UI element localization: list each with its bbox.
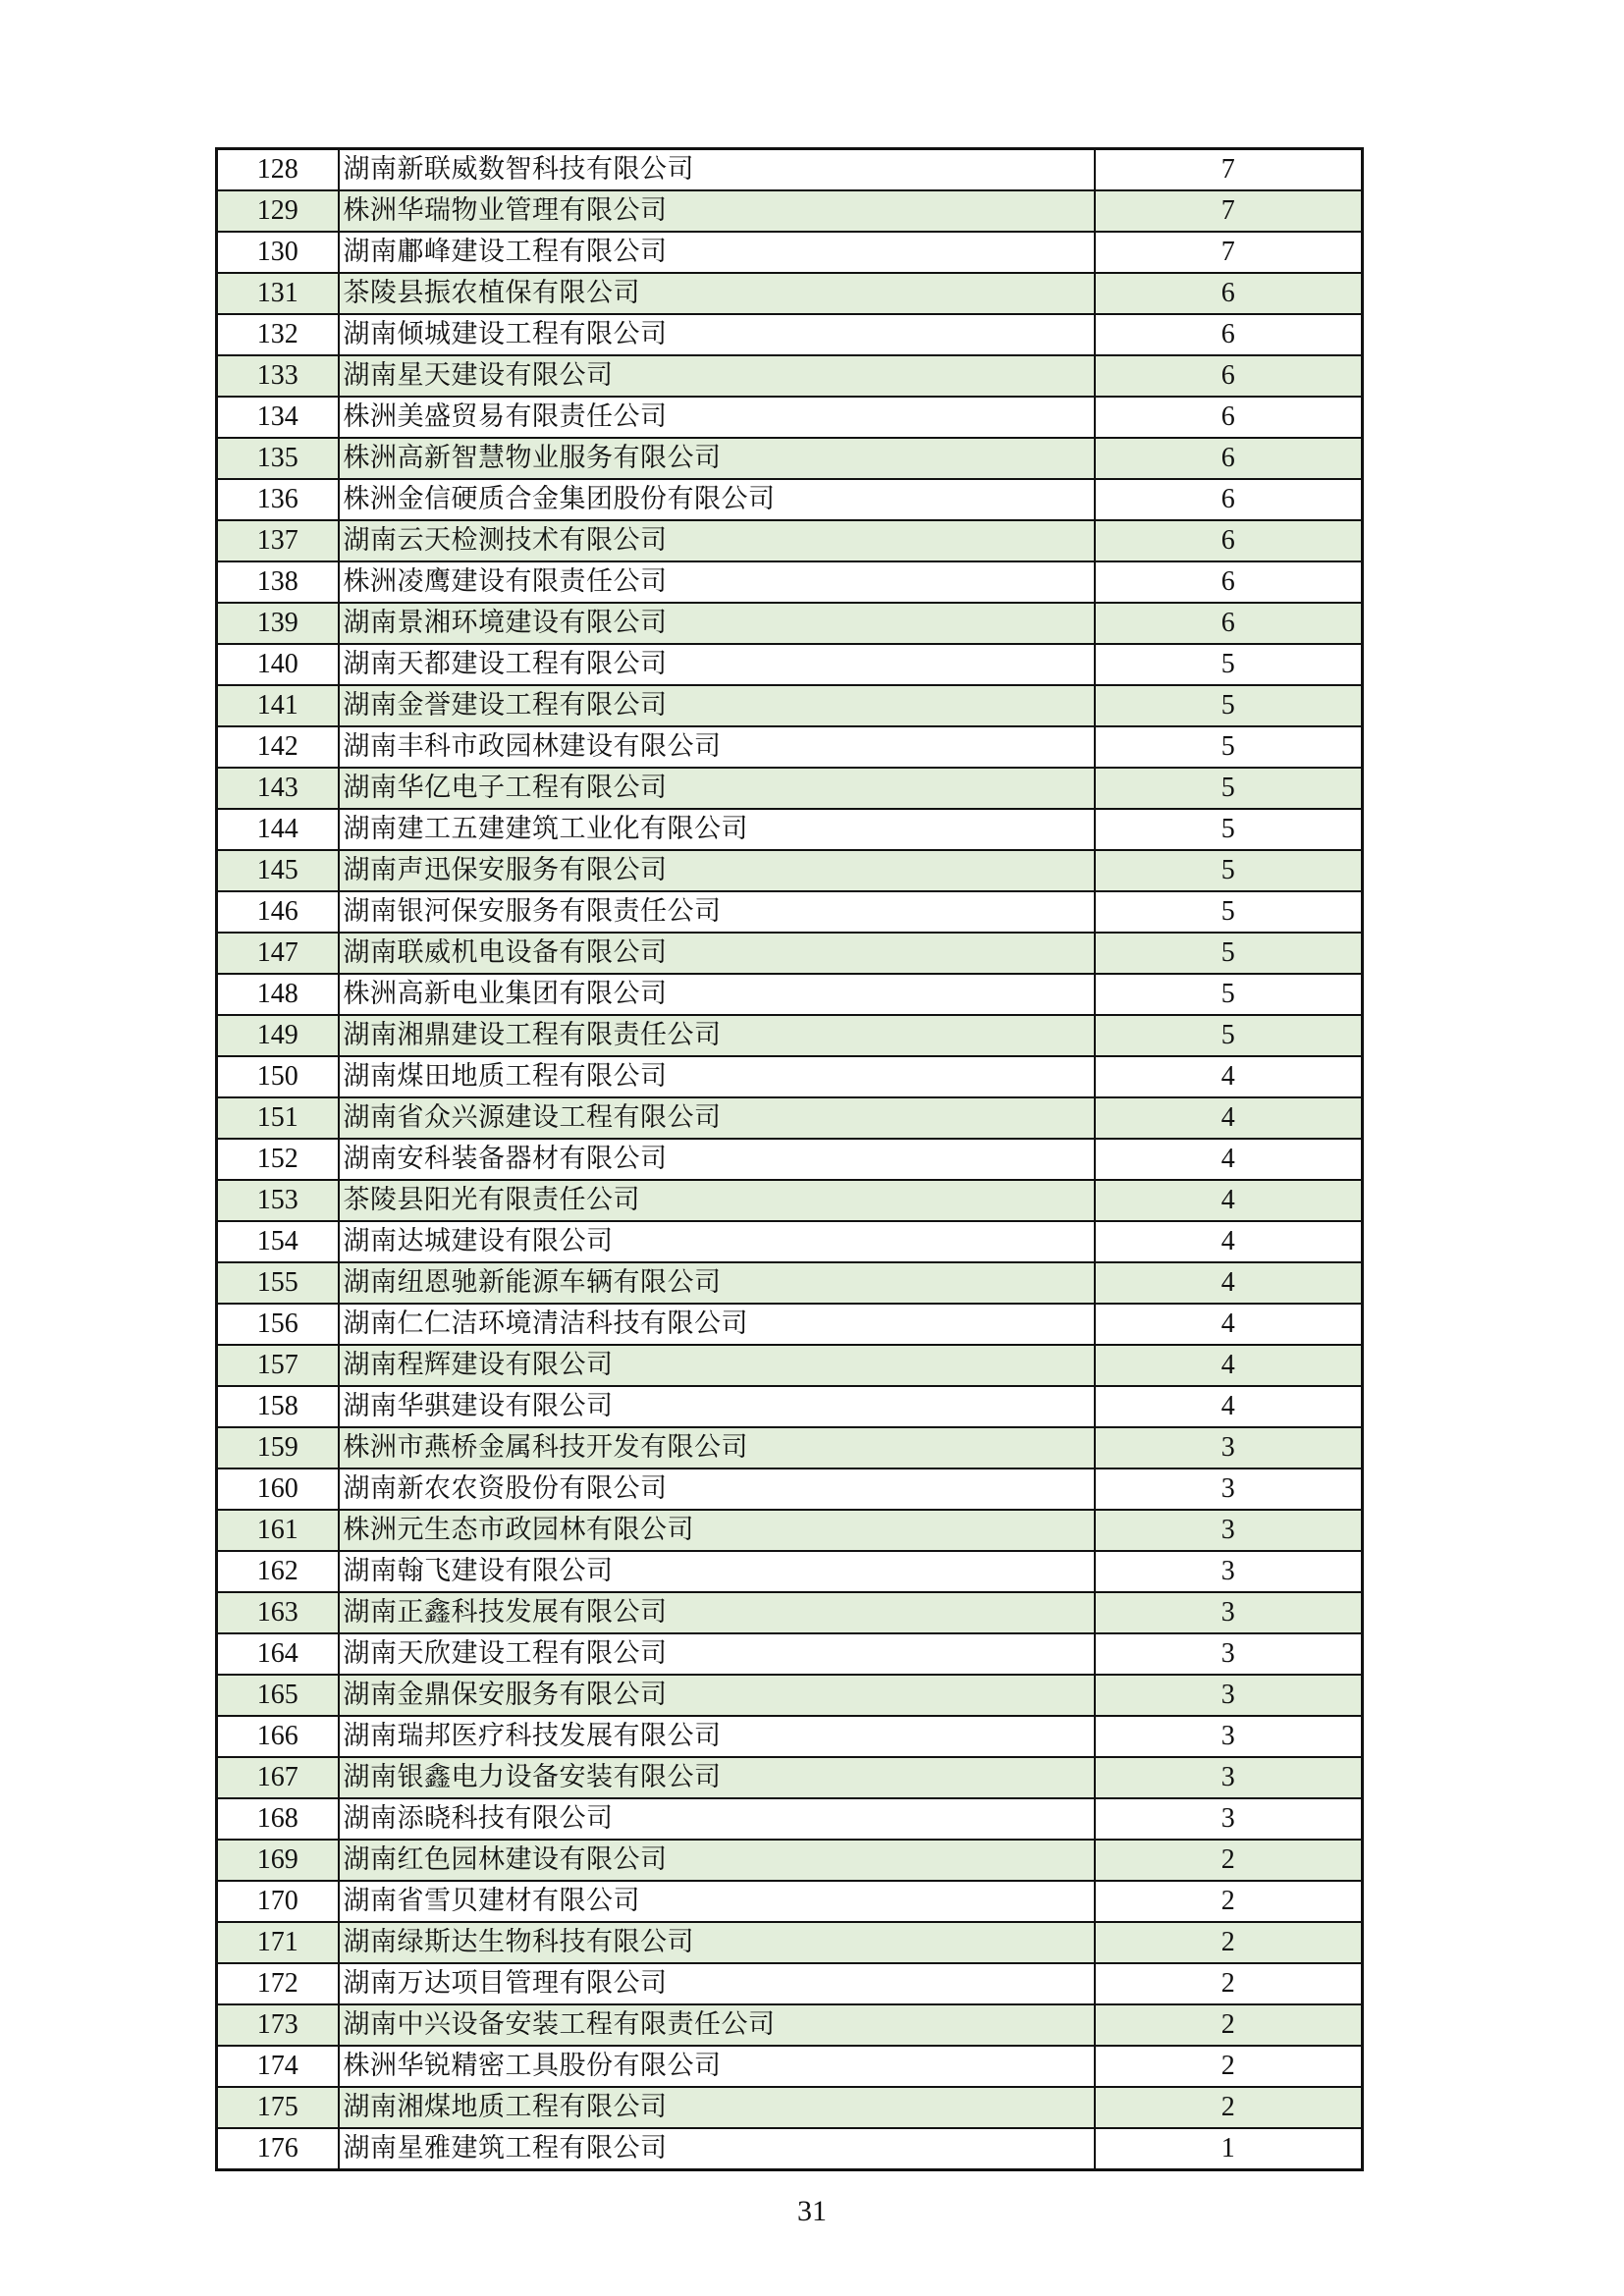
company-name-cell: 湖南瑞邦医疗科技发展有限公司 (339, 1716, 1095, 1757)
company-name-cell: 湖南省雪贝建材有限公司 (339, 1881, 1095, 1922)
table-row (217, 644, 1363, 685)
table-row (217, 850, 1363, 891)
table-row (217, 1180, 1363, 1221)
table-row (217, 1840, 1363, 1881)
count-cell: 3 (1095, 1675, 1363, 1716)
company-name-cell: 湖南华骐建设有限公司 (339, 1386, 1095, 1427)
table-row (217, 2087, 1363, 2128)
table-row (217, 726, 1363, 768)
count-cell: 1 (1095, 2128, 1363, 2170)
row-number-cell: 143 (217, 768, 339, 809)
row-number-cell: 172 (217, 1963, 339, 2004)
table-row (217, 314, 1363, 355)
company-name-cell: 湖南纽恩驰新能源车辆有限公司 (339, 1262, 1095, 1304)
table-row (217, 1056, 1363, 1097)
company-name-cell: 湖南丰科市政园林建设有限公司 (339, 726, 1095, 768)
company-name-cell: 茶陵县阳光有限责任公司 (339, 1180, 1095, 1221)
row-number-cell: 150 (217, 1056, 339, 1097)
count-cell: 5 (1095, 933, 1363, 974)
table-row (217, 1386, 1363, 1427)
count-cell: 2 (1095, 1963, 1363, 2004)
count-cell: 5 (1095, 974, 1363, 1015)
row-number-cell: 139 (217, 603, 339, 644)
count-cell: 2 (1095, 2046, 1363, 2087)
company-name-cell: 株洲华锐精密工具股份有限公司 (339, 2046, 1095, 2087)
company-name-cell: 湖南天都建设工程有限公司 (339, 644, 1095, 685)
row-number-cell: 156 (217, 1304, 339, 1345)
row-number-cell: 161 (217, 1510, 339, 1551)
table-row (217, 2128, 1363, 2170)
row-number-cell: 157 (217, 1345, 339, 1386)
row-number-cell: 176 (217, 2128, 339, 2170)
row-number-cell: 131 (217, 273, 339, 314)
ranking-table (215, 147, 1364, 2171)
count-cell: 6 (1095, 397, 1363, 438)
row-number-cell: 170 (217, 1881, 339, 1922)
table-row (217, 933, 1363, 974)
table-row (217, 1262, 1363, 1304)
row-number-cell: 151 (217, 1097, 339, 1139)
count-cell: 5 (1095, 768, 1363, 809)
row-number-cell: 167 (217, 1757, 339, 1798)
count-cell: 3 (1095, 1798, 1363, 1840)
count-cell: 4 (1095, 1221, 1363, 1262)
company-name-cell: 湖南煤田地质工程有限公司 (339, 1056, 1095, 1097)
row-number-cell: 149 (217, 1015, 339, 1056)
count-cell: 2 (1095, 2004, 1363, 2046)
count-cell: 7 (1095, 232, 1363, 273)
row-number-cell: 166 (217, 1716, 339, 1757)
count-cell: 3 (1095, 1592, 1363, 1633)
count-cell: 6 (1095, 479, 1363, 520)
row-number-cell: 128 (217, 149, 339, 191)
company-name-cell: 湖南银鑫电力设备安装有限公司 (339, 1757, 1095, 1798)
row-number-cell: 169 (217, 1840, 339, 1881)
row-number-cell: 140 (217, 644, 339, 685)
row-number-cell: 135 (217, 438, 339, 479)
row-number-cell: 163 (217, 1592, 339, 1633)
count-cell: 4 (1095, 1304, 1363, 1345)
row-number-cell: 155 (217, 1262, 339, 1304)
count-cell: 4 (1095, 1345, 1363, 1386)
table-row (217, 891, 1363, 933)
company-name-cell: 株洲高新智慧物业服务有限公司 (339, 438, 1095, 479)
count-cell: 5 (1095, 809, 1363, 850)
company-name-cell: 湖南天欣建设工程有限公司 (339, 1633, 1095, 1675)
count-cell: 4 (1095, 1139, 1363, 1180)
table-row (217, 397, 1363, 438)
company-name-cell: 茶陵县振农植保有限公司 (339, 273, 1095, 314)
company-name-cell: 株洲美盛贸易有限责任公司 (339, 397, 1095, 438)
row-number-cell: 152 (217, 1139, 339, 1180)
table-row (217, 273, 1363, 314)
table-row (217, 1633, 1363, 1675)
company-name-cell: 湖南省众兴源建设工程有限公司 (339, 1097, 1095, 1139)
company-name-cell: 湖南正鑫科技发展有限公司 (339, 1592, 1095, 1633)
table-row (217, 1798, 1363, 1840)
row-number-cell: 141 (217, 685, 339, 726)
company-name-cell: 湖南建工五建建筑工业化有限公司 (339, 809, 1095, 850)
row-number-cell: 165 (217, 1675, 339, 1716)
count-cell: 6 (1095, 520, 1363, 561)
table-row (217, 232, 1363, 273)
company-name-cell: 湖南湘煤地质工程有限公司 (339, 2087, 1095, 2128)
count-cell: 5 (1095, 891, 1363, 933)
table-row (217, 603, 1363, 644)
count-cell: 2 (1095, 1881, 1363, 1922)
ranking-table-container (215, 147, 1361, 2171)
table-row (217, 149, 1363, 191)
count-cell: 5 (1095, 1015, 1363, 1056)
company-name-cell: 湖南鄘峰建设工程有限公司 (339, 232, 1095, 273)
row-number-cell: 162 (217, 1551, 339, 1592)
table-row (217, 1881, 1363, 1922)
count-cell: 7 (1095, 149, 1363, 191)
company-name-cell: 湖南倾城建设工程有限公司 (339, 314, 1095, 355)
company-name-cell: 湖南翰飞建设有限公司 (339, 1551, 1095, 1592)
count-cell: 2 (1095, 2087, 1363, 2128)
company-name-cell: 株洲金信硬质合金集团股份有限公司 (339, 479, 1095, 520)
table-row (217, 1468, 1363, 1510)
company-name-cell: 湖南新农农资股份有限公司 (339, 1468, 1095, 1510)
table-row (217, 1922, 1363, 1963)
count-cell: 3 (1095, 1510, 1363, 1551)
table-row (217, 2046, 1363, 2087)
count-cell: 6 (1095, 273, 1363, 314)
row-number-cell: 136 (217, 479, 339, 520)
count-cell: 3 (1095, 1468, 1363, 1510)
table-row (217, 1345, 1363, 1386)
table-row (217, 1427, 1363, 1468)
company-name-cell: 株洲华瑞物业管理有限公司 (339, 190, 1095, 232)
table-row (217, 685, 1363, 726)
row-number-cell: 137 (217, 520, 339, 561)
row-number-cell: 133 (217, 355, 339, 397)
count-cell: 5 (1095, 644, 1363, 685)
company-name-cell: 湖南华亿电子工程有限公司 (339, 768, 1095, 809)
row-number-cell: 144 (217, 809, 339, 850)
table-row (217, 355, 1363, 397)
company-name-cell: 湖南新联威数智科技有限公司 (339, 149, 1095, 191)
table-row (217, 809, 1363, 850)
count-cell: 3 (1095, 1716, 1363, 1757)
row-number-cell: 145 (217, 850, 339, 891)
count-cell: 3 (1095, 1757, 1363, 1798)
count-cell: 5 (1095, 685, 1363, 726)
table-row (217, 974, 1363, 1015)
row-number-cell: 142 (217, 726, 339, 768)
table-row (217, 438, 1363, 479)
company-name-cell: 湖南银河保安服务有限责任公司 (339, 891, 1095, 933)
table-row (217, 561, 1363, 603)
table-row (217, 1304, 1363, 1345)
company-name-cell: 湖南景湘环境建设有限公司 (339, 603, 1095, 644)
company-name-cell: 株洲凌鹰建设有限责任公司 (339, 561, 1095, 603)
count-cell: 5 (1095, 726, 1363, 768)
row-number-cell: 174 (217, 2046, 339, 2087)
company-name-cell: 湖南添晓科技有限公司 (339, 1798, 1095, 1840)
company-name-cell: 湖南湘鼎建设工程有限责任公司 (339, 1015, 1095, 1056)
company-name-cell: 湖南星雅建筑工程有限公司 (339, 2128, 1095, 2170)
count-cell: 6 (1095, 561, 1363, 603)
company-name-cell: 湖南星天建设有限公司 (339, 355, 1095, 397)
company-name-cell: 湖南云天检测技术有限公司 (339, 520, 1095, 561)
table-row (217, 1675, 1363, 1716)
row-number-cell: 138 (217, 561, 339, 603)
table-row (217, 1963, 1363, 2004)
count-cell: 3 (1095, 1551, 1363, 1592)
count-cell: 4 (1095, 1262, 1363, 1304)
row-number-cell: 171 (217, 1922, 339, 1963)
company-name-cell: 湖南程辉建设有限公司 (339, 1345, 1095, 1386)
row-number-cell: 175 (217, 2087, 339, 2128)
company-name-cell: 湖南红色园林建设有限公司 (339, 1840, 1095, 1881)
row-number-cell: 173 (217, 2004, 339, 2046)
row-number-cell: 159 (217, 1427, 339, 1468)
company-name-cell: 湖南中兴设备安装工程有限责任公司 (339, 2004, 1095, 2046)
row-number-cell: 148 (217, 974, 339, 1015)
company-name-cell: 湖南金誉建设工程有限公司 (339, 685, 1095, 726)
count-cell: 4 (1095, 1386, 1363, 1427)
page-number: 31 (797, 2195, 827, 2227)
company-name-cell: 湖南仁仁洁环境清洁科技有限公司 (339, 1304, 1095, 1345)
count-cell: 2 (1095, 1922, 1363, 1963)
table-row (217, 1551, 1363, 1592)
table-row (217, 1757, 1363, 1798)
table-row (217, 1015, 1363, 1056)
row-number-cell: 168 (217, 1798, 339, 1840)
count-cell: 3 (1095, 1427, 1363, 1468)
count-cell: 6 (1095, 438, 1363, 479)
table-row (217, 1097, 1363, 1139)
count-cell: 5 (1095, 850, 1363, 891)
table-row (217, 768, 1363, 809)
row-number-cell: 158 (217, 1386, 339, 1427)
company-name-cell: 湖南安科装备器材有限公司 (339, 1139, 1095, 1180)
company-name-cell: 湖南金鼎保安服务有限公司 (339, 1675, 1095, 1716)
company-name-cell: 湖南万达项目管理有限公司 (339, 1963, 1095, 2004)
row-number-cell: 154 (217, 1221, 339, 1262)
count-cell: 6 (1095, 355, 1363, 397)
table-row (217, 1592, 1363, 1633)
count-cell: 6 (1095, 314, 1363, 355)
company-name-cell: 株洲市燕桥金属科技开发有限公司 (339, 1427, 1095, 1468)
row-number-cell: 160 (217, 1468, 339, 1510)
row-number-cell: 146 (217, 891, 339, 933)
row-number-cell: 134 (217, 397, 339, 438)
table-row (217, 520, 1363, 561)
count-cell: 6 (1095, 603, 1363, 644)
table-row (217, 1221, 1363, 1262)
table-row (217, 479, 1363, 520)
row-number-cell: 164 (217, 1633, 339, 1675)
company-name-cell: 株洲高新电业集团有限公司 (339, 974, 1095, 1015)
count-cell: 4 (1095, 1180, 1363, 1221)
count-cell: 3 (1095, 1633, 1363, 1675)
row-number-cell: 132 (217, 314, 339, 355)
row-number-cell: 153 (217, 1180, 339, 1221)
row-number-cell: 147 (217, 933, 339, 974)
count-cell: 2 (1095, 1840, 1363, 1881)
count-cell: 4 (1095, 1056, 1363, 1097)
count-cell: 7 (1095, 190, 1363, 232)
table-row (217, 1510, 1363, 1551)
table-row (217, 1139, 1363, 1180)
company-name-cell: 湖南达城建设有限公司 (339, 1221, 1095, 1262)
company-name-cell: 湖南联威机电设备有限公司 (339, 933, 1095, 974)
row-number-cell: 129 (217, 190, 339, 232)
company-name-cell: 湖南绿斯达生物科技有限公司 (339, 1922, 1095, 1963)
company-name-cell: 株洲元生态市政园林有限公司 (339, 1510, 1095, 1551)
table-row (217, 2004, 1363, 2046)
ranking-table-body (217, 149, 1363, 2170)
table-row (217, 1716, 1363, 1757)
row-number-cell: 130 (217, 232, 339, 273)
table-row (217, 190, 1363, 232)
company-name-cell: 湖南声迅保安服务有限公司 (339, 850, 1095, 891)
count-cell: 4 (1095, 1097, 1363, 1139)
